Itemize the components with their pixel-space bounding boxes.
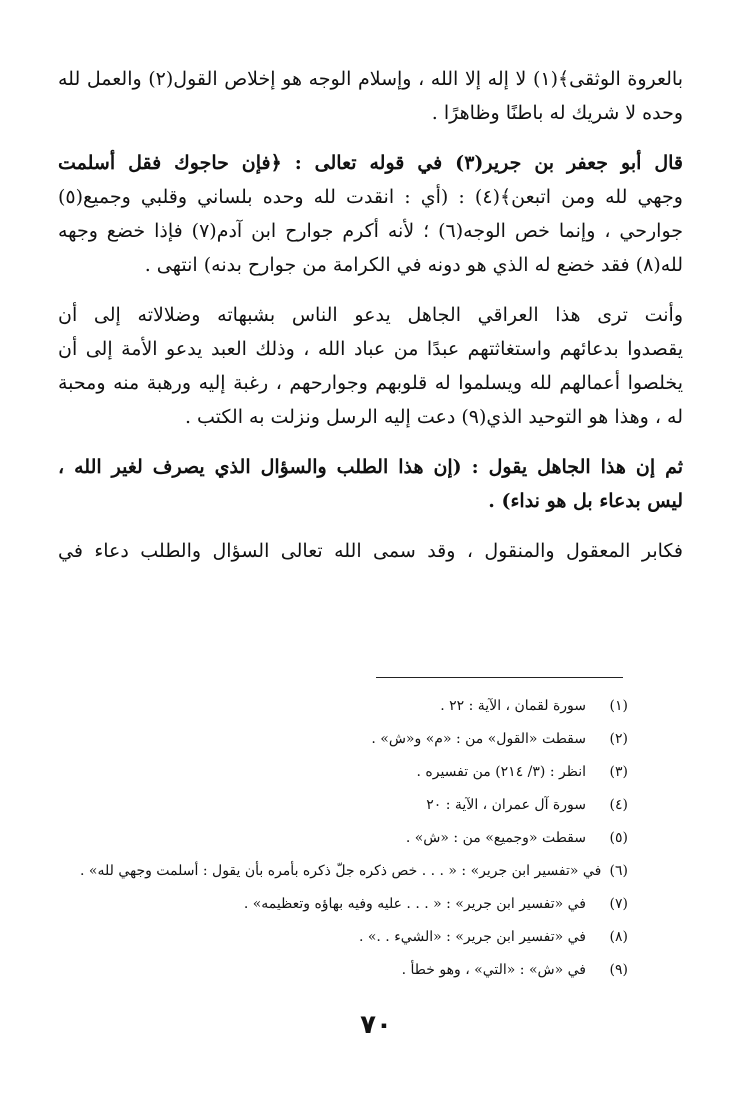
text-line: قال أبو جعفر بن جرير(٣) في قوله تعالى : ﴿فإن حاجوك فقل أسلمت: [58, 152, 683, 174]
paragraph-1: [58, 62, 683, 130]
footnote-number: (١): [609, 698, 628, 714]
footnote-number: (٩): [609, 962, 628, 978]
footnote-number: (٣): [609, 764, 628, 780]
text-line: يقصدوا بدعائهم واستغاثتهم عبدًا من عباد الله ، وذلك العبد يدعو الأمة إلى أن: [58, 338, 683, 360]
footnote-number: (٤): [609, 797, 628, 813]
footnote-text: في «ش» : «التي» ، وهو خطأ .: [401, 962, 586, 978]
text-line: وجهي لله ومن اتبعن﴾(٤) : (أي : انقدت لله وحده بلساني وقلبي وجميع(٥): [58, 186, 683, 208]
text-line: يخلصوا أعمالهم لله ويسلموا له قلوبهم وجوارحهم ، رغبة إليه ورهبة منه ومحبة: [58, 372, 683, 394]
paragraph-3: [58, 298, 683, 434]
text-line: وحده لا شريك له باطنًا وظاهرًا .: [431, 102, 683, 124]
footnote-number: (٥): [609, 830, 628, 846]
footnote-item: [80, 888, 628, 921]
footnote-text: في «تفسير ابن جرير» : « . . . عليه وفيه بهاؤه وتعظيمه» .: [243, 896, 586, 912]
text-line: ليس بدعاء بل هو نداء) .: [488, 490, 683, 512]
footnote-divider: [376, 677, 623, 678]
footnote-text: سورة لقمان ، الآية : ٢٢ .: [440, 698, 586, 714]
paragraph-5: [58, 534, 683, 568]
text-line: وأنت ترى هذا العراقي الجاهل يدعو الناس بشبهاته وضلالاته إلى أن: [58, 304, 683, 326]
text-line: بالعروة الوثقى﴾(١) لا إله إلا الله ، وإسلام الوجه هو إخلاص القول(٢) والعمل لله: [58, 68, 683, 90]
footnote-text: سورة آل عمران ، الآية : ٢٠: [426, 797, 586, 813]
paragraph-4: [58, 450, 683, 518]
footnote-item: [80, 756, 628, 789]
footnote-text: في «تفسير ابن جرير» : « . . . خص ذكره جلّ ذكره بأمره بأن يقول : أسلمت وجهي لله» .: [80, 863, 602, 879]
main-text: [58, 62, 683, 568]
footnote-number: (٢): [609, 731, 628, 747]
footnote-item: [80, 822, 628, 855]
page-number: ٧٠: [360, 1010, 392, 1040]
text-line: جوارحي ، وإنما خص الوجه(٦) ؛ لأنه أكرم جوارح ابن آدم(٧) فإذا خضع وجهه: [58, 220, 683, 242]
footnote-number: (٨): [609, 929, 628, 945]
footnote-item: [80, 723, 628, 756]
footnote-text: انظر : (٣/ ٢١٤) من تفسيره .: [416, 764, 586, 780]
footnote-text: سقطت «القول» من : «م» و«ش» .: [371, 731, 586, 747]
footnote-text: في «تفسير ابن جرير» : «الشيء . .» .: [358, 929, 586, 945]
footnote-item: [80, 921, 628, 954]
footnotes: [80, 690, 628, 987]
footnote-item: [80, 954, 628, 987]
footnote-item: [80, 789, 628, 822]
text-line: ثم إن هذا الجاهل يقول : (إن هذا الطلب والسؤال الذي يصرف لغير الله ،: [58, 456, 683, 478]
footnote-item: [80, 690, 628, 723]
text-line: لله(٨) فقد خضع له الذي هو دونه في الكرامة من جوارح بدنه) انتهى .: [144, 254, 683, 276]
paragraph-2: [58, 146, 683, 282]
text-line: له ، وهذا هو التوحيد الذي(٩) دعت إليه الرسل ونزلت به الكتب .: [184, 406, 683, 428]
footnote-item: [80, 855, 628, 888]
footnote-text: سقطت «وجميع» من : «ش» .: [405, 830, 586, 846]
footnote-number: (٧): [609, 896, 628, 912]
footnote-number: (٦): [609, 863, 628, 879]
text-line: فكابر المعقول والمنقول ، وقد سمى الله تعالى السؤال والطلب دعاء في: [58, 540, 683, 562]
